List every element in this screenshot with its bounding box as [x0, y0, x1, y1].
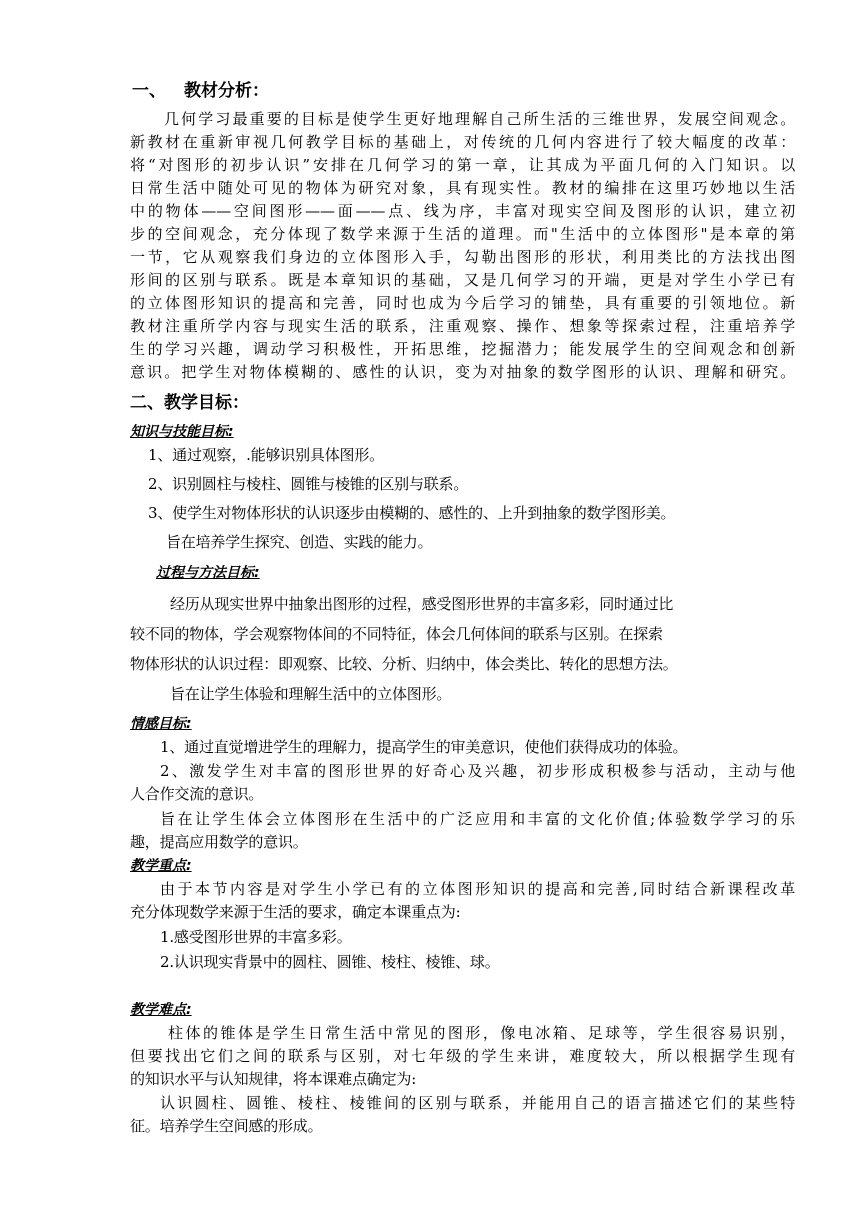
- paragraph-line: 物体形状的认识过程：即观察、比较、分析、归纳中，体会类比、转化的思想方法。: [130, 655, 678, 673]
- paragraph-line: 经历从现实世界中抽象出图形的过程，感受图形世界的丰富多彩，同时通过比: [170, 595, 674, 613]
- list-item: 1、通过直觉增进学生的理解力，提高学生的审美意识，使他们获得成功的体验。: [160, 738, 688, 756]
- paragraph-line: 日常生活中随处可见的物体为研究对象，具有现实性。教材的编排在这里巧妙地以生活: [130, 179, 795, 197]
- paragraph-line: 2、激发学生对丰富的图形世界的好奇心及兴趣，初步形成积极参与活动，主动与他: [160, 762, 795, 780]
- paragraph-line: 充分体现数学来源于生活的要求，确定本课重点为:: [130, 903, 461, 921]
- emotion-goals-label: 情感目标:: [130, 716, 192, 732]
- list-item: 1、通过观察，.能够识别具体图形。: [148, 446, 384, 464]
- list-item: 2.认识现实背景中的圆柱、圆锥、棱柱、棱锥、球。: [160, 953, 500, 971]
- paragraph-line: 但要找出它们之间的联系与区别，对七年级的学生来讲，难度较大，所以根据学生现有: [130, 1047, 795, 1065]
- paragraph-line: 意识。把学生对物体模糊的、感性的认识，变为对抽象的数学图形的认识、理解和研究。: [130, 363, 795, 381]
- paragraph-line: 生的学习兴趣，调动学习积极性，开拓思维，挖掘潜力；能发展学生的空间观念和创新: [130, 340, 795, 358]
- section-heading-2: 二、教学目标：: [130, 393, 249, 413]
- key-points-paragraph: [130, 878, 795, 924]
- paragraph-line: 几何学习最重要的目标是使学生更好地理解自己所生活的三维世界，发展空间观念。: [164, 110, 795, 128]
- paragraph-line: 柱体的锥体是学生日常生活中常见的图形，像电冰箱、足球等，学生很容易识别，: [168, 1024, 795, 1042]
- paragraph-line: 征。培养学生空间感的形成。: [130, 1117, 323, 1135]
- knowledge-goals-label: 知识与技能目标:: [130, 424, 234, 440]
- aim-text: 旨在让学生体验和理解生活中的立体图形。: [170, 685, 452, 703]
- paragraph-line: 新教材在重新审视几何教学目标的基础上，对传统的几何内容进行了较大幅度的改革：: [130, 133, 795, 151]
- process-paragraph: [130, 593, 795, 676]
- paragraph-line: 教材注重所学内容与现实生活的联系，注重观察、操作、想象等探索过程，注重培养学: [130, 317, 795, 335]
- paragraph-line: 趣，提高应用数学的意识。: [130, 833, 308, 851]
- paragraph-line: 较不同的物体，学会观察物体间的不同特征，体会几何体间的联系与区别。在探索: [130, 625, 663, 643]
- paragraph-line: 由于本节内容是对学生小学已有的立体图形知识的提高和完善,同时结合新课程改革: [160, 880, 795, 898]
- key-points-label: 教学重点:: [130, 858, 192, 874]
- paragraph-line: 将“对图形的初步认识”安排在几何学习的第一章，让其成为平面几何的入门知识。以: [130, 156, 795, 174]
- difficulty-label: 教学难点:: [130, 1002, 192, 1018]
- process-goals-label: 过程与方法目标:: [156, 565, 260, 581]
- paragraph-line: 的立体图形知识的提高和完善，同时也成为今后学习的铺垫，具有重要的引领地位。新: [130, 294, 795, 312]
- paragraph-line: 旨在让学生体会立体图形在生活中的广泛应用和丰富的文化价值;体验数学学习的乐: [160, 810, 795, 828]
- section-heading-1: [132, 76, 795, 106]
- paragraph-line: 人合作交流的意识。: [130, 785, 264, 803]
- paragraph-line: 中的物体——空间图形——面——点、线为序，丰富对现实空间及图形的认识，建立初: [130, 202, 795, 220]
- list-item: 1.感受图形世界的丰富多彩。: [160, 928, 352, 946]
- document-page: [130, 76, 795, 1138]
- section-title: 教材分析：: [184, 81, 269, 101]
- paragraph-line: 步的空间观念，充分体现了数学来源于生活的道理。而"生活中的立体图形"是本章的第: [130, 225, 795, 243]
- list-item: 3、使学生对物体形状的认识逐步由模糊的、感性的、上升到抽象的数学图形美。: [148, 504, 676, 522]
- list-item: [130, 760, 795, 806]
- paragraph-line: 的知识水平与认知规律，将本课难点确定为:: [130, 1070, 417, 1088]
- aim-text: [130, 808, 795, 854]
- paragraph-line: 一节，它从观察我们身边的立体图形入手，勾勒出图形的形状，利用类比的方法找出图: [130, 248, 795, 266]
- difficulty-target: [130, 1092, 795, 1138]
- paragraph-line: 形间的区别与联系。既是本章知识的基础，又是几何学习的开端，更是对学生小学已有: [130, 271, 795, 289]
- aim-text: 旨在培养学生探究、创造、实践的能力。: [166, 533, 433, 551]
- list-item: 2、识别圆柱与棱柱、圆锥与棱锥的区别与联系。: [148, 475, 469, 493]
- difficulty-paragraph: [130, 1022, 795, 1091]
- analysis-paragraph: [130, 108, 795, 384]
- paragraph-line: 认识圆柱、圆锥、棱柱、棱锥间的区别与联系，并能用自己的语言描述它们的某些特: [160, 1094, 795, 1112]
- section-number: 一、: [132, 81, 166, 101]
